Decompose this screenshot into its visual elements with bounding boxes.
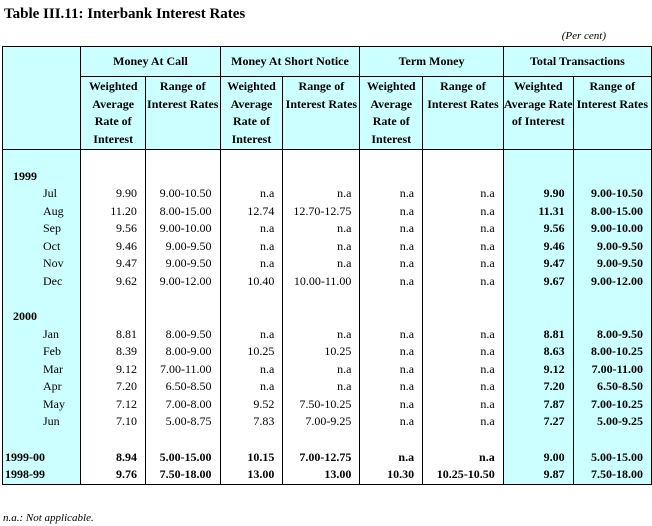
value-cell: 9.00-9.50 (573, 238, 651, 256)
value-cell: n.a (360, 326, 423, 344)
value-cell: 7.20 (81, 378, 146, 396)
value-cell: 7.50-10.25 (283, 396, 360, 414)
month-label: May (3, 396, 81, 414)
month-label: Aug (3, 203, 81, 221)
weighted-average-header: Weighted Average Rate of Interest (360, 77, 423, 150)
value-cell: 6.50-8.50 (145, 378, 220, 396)
value-cell: n.a (360, 203, 423, 221)
value-cell (145, 308, 220, 326)
value-cell: 9.00 (503, 449, 573, 467)
table-row (3, 326, 652, 344)
unit-note: (Per cent) (561, 30, 606, 42)
value-cell: 9.00-9.50 (145, 255, 220, 273)
value-cell: 7.00-11.00 (145, 361, 220, 379)
value-cell: 9.52 (220, 396, 283, 414)
value-cell: 9.00-9.50 (145, 238, 220, 256)
value-cell (145, 168, 220, 186)
value-cell: n.a (423, 396, 504, 414)
value-cell: 10.25 (220, 343, 283, 361)
value-cell (81, 150, 146, 168)
value-cell: 9.56 (81, 220, 146, 238)
value-cell: 9.00-12.00 (573, 273, 651, 291)
value-cell: n.a (423, 185, 504, 203)
value-cell: n.a (360, 255, 423, 273)
value-cell (503, 308, 573, 326)
value-cell: n.a (423, 361, 504, 379)
value-cell (503, 168, 573, 186)
weighted-average-header: Weighted Average Rate of Interest (81, 77, 146, 150)
value-cell: 8.00-9.50 (573, 326, 651, 344)
value-cell: n.a (360, 396, 423, 414)
value-cell: 8.63 (503, 343, 573, 361)
value-cell: n.a (360, 220, 423, 238)
value-cell: n.a (283, 238, 360, 256)
row-label (3, 431, 81, 449)
table-row (3, 238, 652, 256)
value-cell (573, 150, 651, 168)
total-row (3, 449, 652, 467)
total-label: 1998-99 (3, 466, 81, 484)
value-cell: n.a (360, 185, 423, 203)
value-cell: 8.81 (81, 326, 146, 344)
value-cell: 10.25 (283, 343, 360, 361)
value-cell: n.a (423, 238, 504, 256)
value-cell: n.a (423, 273, 504, 291)
value-cell: n.a (220, 361, 283, 379)
value-cell: 9.00-9.50 (573, 255, 651, 273)
value-cell (283, 290, 360, 308)
value-cell (423, 150, 504, 168)
value-cell: 13.00 (283, 466, 360, 484)
value-cell (283, 431, 360, 449)
value-cell: n.a (423, 326, 504, 344)
table-row (3, 273, 652, 291)
value-cell: 9.12 (503, 361, 573, 379)
value-cell: 9.00-12.00 (145, 273, 220, 291)
weighted-average-header: Weighted Average Rate of Interest (503, 77, 573, 150)
value-cell (145, 150, 220, 168)
value-cell: n.a (360, 238, 423, 256)
value-cell (360, 150, 423, 168)
month-label: Apr (3, 378, 81, 396)
value-cell: n.a (423, 255, 504, 273)
row-label (3, 150, 81, 168)
value-cell: 5.00-15.00 (145, 449, 220, 467)
row-label (3, 290, 81, 308)
value-cell: 5.00-9.25 (573, 413, 651, 431)
value-cell: 7.00-12.75 (283, 449, 360, 467)
group-header-term-money: Term Money (360, 47, 503, 77)
total-label: 1999-00 (3, 449, 81, 467)
value-cell: n.a (283, 378, 360, 396)
value-cell: 7.10 (81, 413, 146, 431)
value-cell: 8.00-15.00 (145, 203, 220, 221)
group-header-total: Total Transactions (503, 47, 651, 77)
value-cell: n.a (360, 361, 423, 379)
value-cell: 10.40 (220, 273, 283, 291)
table-row (3, 413, 652, 431)
value-cell: 8.00-15.00 (573, 203, 651, 221)
group-header-short-notice: Money At Short Notice (220, 47, 360, 77)
month-label: Mar (3, 361, 81, 379)
table-row (3, 220, 652, 238)
table-row (3, 378, 652, 396)
value-cell: 10.25-10.50 (423, 466, 504, 484)
month-label: Feb (3, 343, 81, 361)
value-cell (573, 308, 651, 326)
value-cell: 7.27 (503, 413, 573, 431)
table-row (3, 361, 652, 379)
value-cell (283, 168, 360, 186)
range-header: Range of Interest Rates (283, 77, 360, 150)
month-label: Nov (3, 255, 81, 273)
value-cell: n.a (423, 449, 504, 467)
value-cell: 9.47 (81, 255, 146, 273)
value-cell: 7.83 (220, 413, 283, 431)
value-cell: n.a (423, 220, 504, 238)
value-cell (81, 290, 146, 308)
value-cell: 9.62 (81, 273, 146, 291)
range-header: Range of Interest Rates (423, 77, 504, 150)
month-label: Jan (3, 326, 81, 344)
table-row (3, 343, 652, 361)
value-cell: n.a (220, 238, 283, 256)
value-cell (503, 150, 573, 168)
value-cell: 5.00-8.75 (145, 413, 220, 431)
value-cell: n.a (220, 326, 283, 344)
value-cell: 7.50-18.00 (145, 466, 220, 484)
month-label: Oct (3, 238, 81, 256)
value-cell: 9.76 (81, 466, 146, 484)
value-cell: n.a (423, 378, 504, 396)
value-cell: n.a (283, 220, 360, 238)
value-cell (145, 431, 220, 449)
value-cell: n.a (423, 203, 504, 221)
month-label: Jun (3, 413, 81, 431)
interest-rates-table (2, 46, 652, 485)
table-row (3, 255, 652, 273)
value-cell: n.a (283, 361, 360, 379)
value-cell: 9.90 (81, 185, 146, 203)
value-cell (503, 431, 573, 449)
year-row (3, 168, 652, 186)
value-cell (360, 431, 423, 449)
value-cell: n.a (360, 413, 423, 431)
value-cell: 11.20 (81, 203, 146, 221)
table-title: Table III.11: Interbank Interest Rates (4, 6, 246, 22)
value-cell: n.a (220, 378, 283, 396)
year-label: 2000 (3, 308, 81, 326)
table-row (3, 396, 652, 414)
value-cell: 7.87 (503, 396, 573, 414)
value-cell (423, 431, 504, 449)
value-cell: 7.00-11.00 (573, 361, 651, 379)
value-cell: n.a (220, 220, 283, 238)
value-cell: n.a (220, 185, 283, 203)
value-cell (423, 290, 504, 308)
value-cell (220, 290, 283, 308)
table-row (3, 203, 652, 221)
value-cell: 8.94 (81, 449, 146, 467)
range-header: Range of Interest Rates (145, 77, 220, 150)
value-cell (573, 290, 651, 308)
value-cell: 8.00-9.50 (145, 326, 220, 344)
value-cell (220, 308, 283, 326)
value-cell: 10.30 (360, 466, 423, 484)
value-cell: 8.39 (81, 343, 146, 361)
value-cell (81, 308, 146, 326)
month-label: Jul (3, 185, 81, 203)
footnote: n.a.: Not applicable. (3, 512, 94, 524)
value-cell: 9.00-10.50 (573, 185, 651, 203)
value-cell: 7.00-8.00 (145, 396, 220, 414)
value-cell: 7.50-18.00 (573, 466, 651, 484)
spacer-row (3, 290, 652, 308)
value-cell (573, 431, 651, 449)
value-cell: 8.00-9.00 (145, 343, 220, 361)
value-cell (81, 431, 146, 449)
value-cell: 7.00-9.25 (283, 413, 360, 431)
value-cell: n.a (360, 273, 423, 291)
value-cell: n.a (283, 255, 360, 273)
value-cell: 7.20 (503, 378, 573, 396)
value-cell: 7.00-10.25 (573, 396, 651, 414)
value-cell: 9.46 (81, 238, 146, 256)
value-cell: n.a (220, 255, 283, 273)
value-cell: n.a (360, 449, 423, 467)
value-cell: n.a (283, 185, 360, 203)
value-cell: 8.00-10.25 (573, 343, 651, 361)
value-cell: 10.00-11.00 (283, 273, 360, 291)
value-cell: n.a (360, 343, 423, 361)
value-cell: n.a (283, 326, 360, 344)
value-cell: 11.31 (503, 203, 573, 221)
spacer-row (3, 150, 652, 168)
month-label: Sep (3, 220, 81, 238)
value-cell (360, 290, 423, 308)
value-cell (81, 168, 146, 186)
spacer-row (3, 431, 652, 449)
value-cell: 12.70-12.75 (283, 203, 360, 221)
value-cell (145, 290, 220, 308)
weighted-average-header: Weighted Average Rate of Interest (220, 77, 283, 150)
value-cell: 9.47 (503, 255, 573, 273)
value-cell: 9.12 (81, 361, 146, 379)
value-cell: n.a (360, 378, 423, 396)
value-cell (360, 308, 423, 326)
value-cell: 9.90 (503, 185, 573, 203)
value-cell: n.a (423, 343, 504, 361)
group-header-money-at-call: Money At Call (81, 47, 220, 77)
value-cell (503, 290, 573, 308)
value-cell (283, 308, 360, 326)
value-cell: 9.00-10.00 (145, 220, 220, 238)
value-cell (573, 168, 651, 186)
row-label-header (3, 47, 81, 150)
value-cell (220, 150, 283, 168)
value-cell (360, 168, 423, 186)
value-cell (423, 168, 504, 186)
value-cell: 12.74 (220, 203, 283, 221)
value-cell (220, 431, 283, 449)
year-label: 1999 (3, 168, 81, 186)
value-cell (283, 150, 360, 168)
value-cell: 9.87 (503, 466, 573, 484)
value-cell (423, 308, 504, 326)
value-cell: 9.56 (503, 220, 573, 238)
value-cell: 9.67 (503, 273, 573, 291)
year-row (3, 308, 652, 326)
value-cell: 9.00-10.00 (573, 220, 651, 238)
value-cell: 9.00-10.50 (145, 185, 220, 203)
value-cell: n.a (423, 413, 504, 431)
value-cell (220, 168, 283, 186)
range-header: Range of Interest Rates (573, 77, 651, 150)
value-cell: 13.00 (220, 466, 283, 484)
value-cell: 5.00-15.00 (573, 449, 651, 467)
value-cell: 10.15 (220, 449, 283, 467)
month-label: Dec (3, 273, 81, 291)
value-cell: 8.81 (503, 326, 573, 344)
total-row (3, 466, 652, 484)
value-cell: 7.12 (81, 396, 146, 414)
value-cell: 6.50-8.50 (573, 378, 651, 396)
table-row (3, 185, 652, 203)
value-cell: 9.46 (503, 238, 573, 256)
